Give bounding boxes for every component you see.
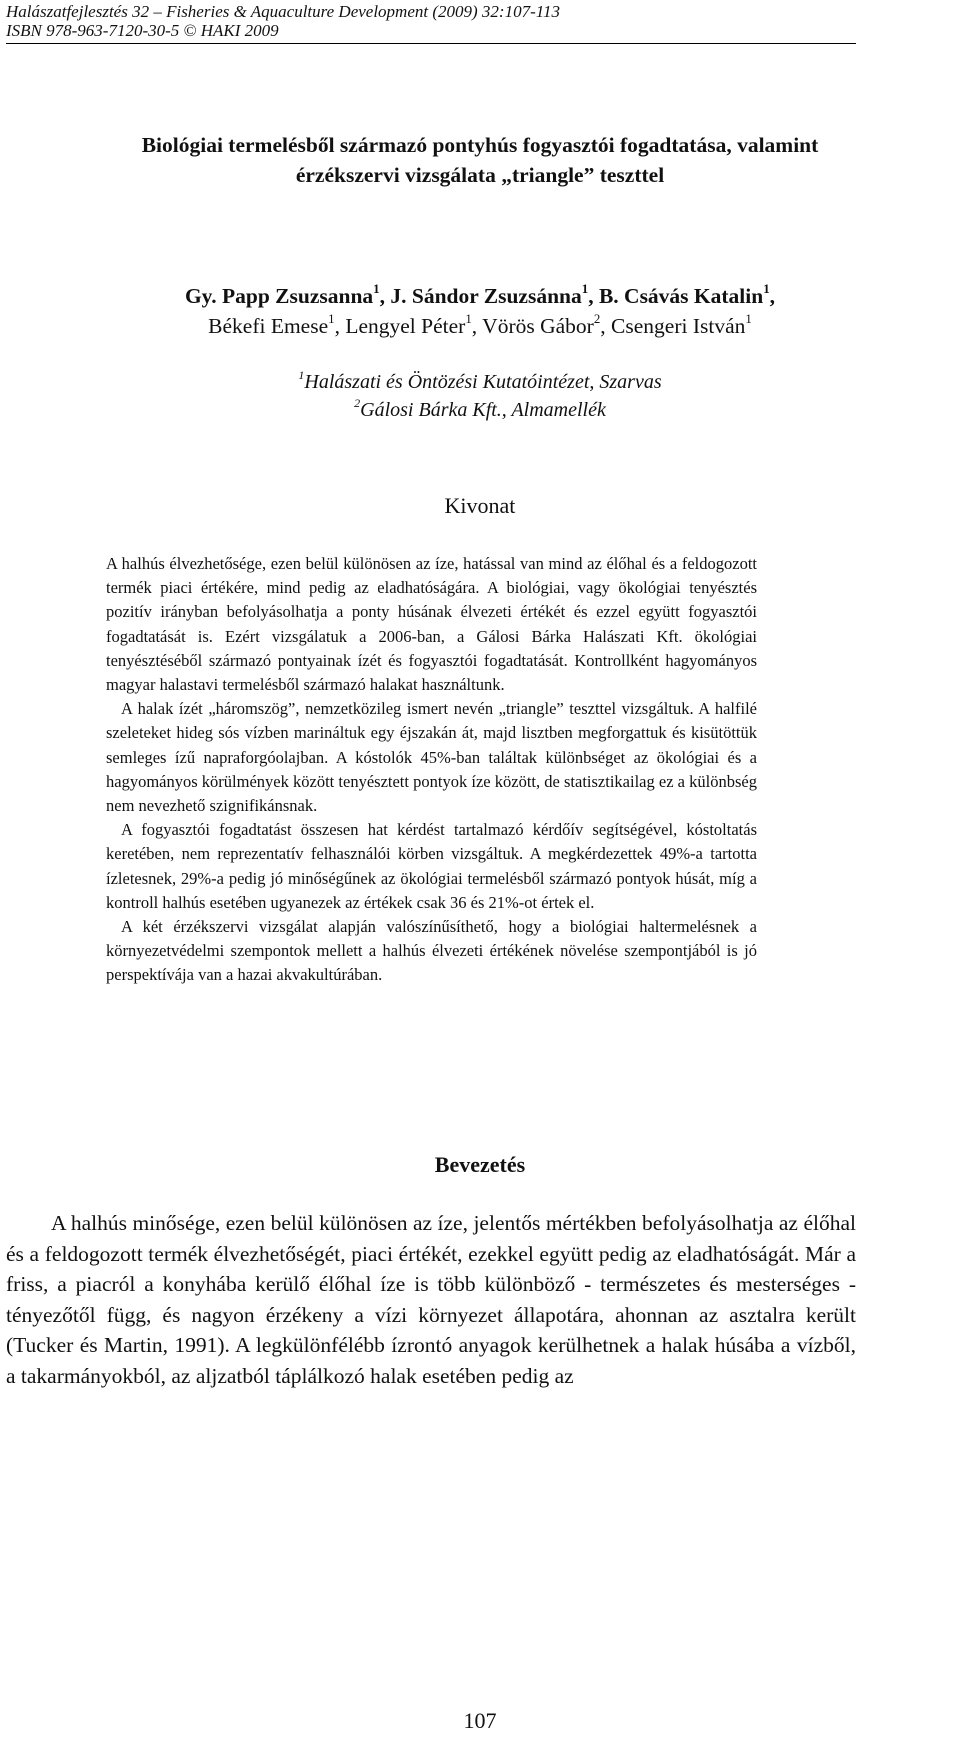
author-affiliation-mark: 2: [593, 311, 601, 326]
author-affiliation-mark: 1: [328, 311, 335, 326]
author-affiliation-mark: 1: [465, 311, 472, 326]
author-affiliation-mark: 1: [581, 281, 589, 296]
affiliation-2: [20, 396, 940, 424]
author-list: [20, 281, 940, 341]
author-separator: ,: [334, 314, 346, 338]
author-name: Vörös Gábor: [482, 314, 594, 338]
author-separator: ,: [600, 314, 612, 338]
author-affiliation-mark: 1: [373, 281, 380, 296]
author-line-1: [20, 281, 940, 311]
affiliation-text: Halászati és Öntözési Kutatóintézet, Szarvas: [304, 371, 662, 393]
affiliation-number: 1: [298, 367, 305, 382]
title-line-1: Biológiai termelésből származó pontyhús fogyasztói fogadtatása, valamint: [141, 133, 819, 157]
affiliation-text: Gálosi Bárka Kft., Almamellék: [360, 399, 606, 421]
introduction-paragraph: A halhús minősége, ezen belül különösen az íze, jelentős mértékben befolyásolhatja az élőhal és a feldogozott termék élvezhetőségét, piaci értékét, ezekkel együtt pedig az eladhatóságát. Már a friss, a piacról a konyhába kerülő élőhal íze is több különböző - természetes és mesterséges - tényezőtől függ, és nagyon érzékeny a vízi környezet állapotára, ahonnan az asztalra került (Tucker és Martin, 1991). A legkülönfélébb ízrontó anyagok kerülhetnek a halak húsába a vízből, a takarmányokból, az aljzatból táplálkozó halak esetében pedig az: [6, 1211, 856, 1388]
author-separator: ,: [588, 284, 599, 308]
paper-title: [20, 130, 940, 190]
author-name: Békefi Emese: [208, 314, 329, 338]
abstract-heading: Kivonat: [444, 493, 516, 518]
affiliation-1: [20, 368, 940, 396]
author-name: Gy. Papp Zsuzsanna: [184, 284, 374, 308]
introduction-heading: Bevezetés: [434, 1152, 526, 1177]
author-name: J. Sándor Zsuzsánna: [390, 284, 582, 308]
author-separator: ,: [769, 284, 776, 308]
author-name: Lengyel Péter: [345, 314, 466, 338]
journal-citation: Halászatfejlesztés 32 – Fisheries & Aquaculture Development (2009) 32:107-113: [6, 2, 560, 21]
author-affiliation-mark: 1: [763, 281, 770, 296]
abstract-paragraph: A fogyasztói fogadtatást összesen hat kérdést tartalmazó kérdőív segítségével, kóstoltatás keretében, nem reprezentatív felhasználói körben vizsgáltuk. A megkérdezettek 49%-a tartotta ízletesnek, 29%-a pedig jó minőségűnek az ökológiai termelésből származó pontyok húsát, míg a kontroll halhús esetében ugyanezek az értékek csak 36 és 21%-ot értek el.: [106, 820, 757, 912]
running-header: [6, 2, 856, 44]
author-affiliation-mark: 1: [745, 311, 752, 326]
abstract-paragraph: A halhús élvezhetősége, ezen belül különösen az íze, hatással van mind az élőhal és a feldogozott termék piaci értékére, mind pedig az eladhatóságára. A biológiai, vagy ökológiai tenyésztés pozitív irányban befolyásolhatja a ponty húsának élvezeti értékét és ezzel együtt fogyasztói fogadtatását is. Ezért vizsgálatuk a 2006-ban, a Gálosi Bárka Halászati Kft. ökológiai tenyésztéséből származó pontyainak ízét és fogyasztói fogadtatását. Kontrollként hagyományos magyar halastavi termelésből származó halakat használtunk.: [106, 554, 757, 695]
abstract-body: [106, 552, 757, 988]
affiliation-number: 2: [354, 395, 361, 410]
abstract-paragraph: A halak ízét „háromszög”, nemzetközileg ismert nevén „triangle” teszttel vizsgáltuk. A halfilé szeleteket hideg sós vízben marináltuk egy éjszakán át, majd lisztben megforgattuk és kisütöttük semleges ízű napraforgóolajban. A kóstolók 45%-ban találtak különbséget az ökológiai és a hagyományos körülmények között tenyésztett pontyok íze között, de statisztikailag ez a különbség nem nevezhető szignifikánsnak.: [106, 699, 757, 816]
title-line-2: érzékszervi vizsgálata „triangle” teszttel: [295, 163, 665, 187]
author-line-2: [20, 311, 940, 341]
author-name: Csengeri István: [611, 314, 746, 338]
page-number: 107: [463, 1708, 497, 1733]
author-separator: ,: [379, 284, 391, 308]
author-separator: ,: [471, 314, 483, 338]
isbn-line: ISBN 978-963-7120-30-5 © HAKI 2009: [6, 21, 279, 40]
affiliation-list: [20, 368, 940, 424]
author-name: B. Csávás Katalin: [598, 284, 764, 308]
introduction-body: [6, 1208, 856, 1392]
abstract-paragraph: A két érzékszervi vizsgálat alapján valószínűsíthető, hogy a biológiai haltermelésnek a környezetvédelmi szempontok mellett a halhús élvezeti értékének növelése szempontjából is jó perspektívája van a hazai akvakultúrában.: [106, 917, 757, 985]
